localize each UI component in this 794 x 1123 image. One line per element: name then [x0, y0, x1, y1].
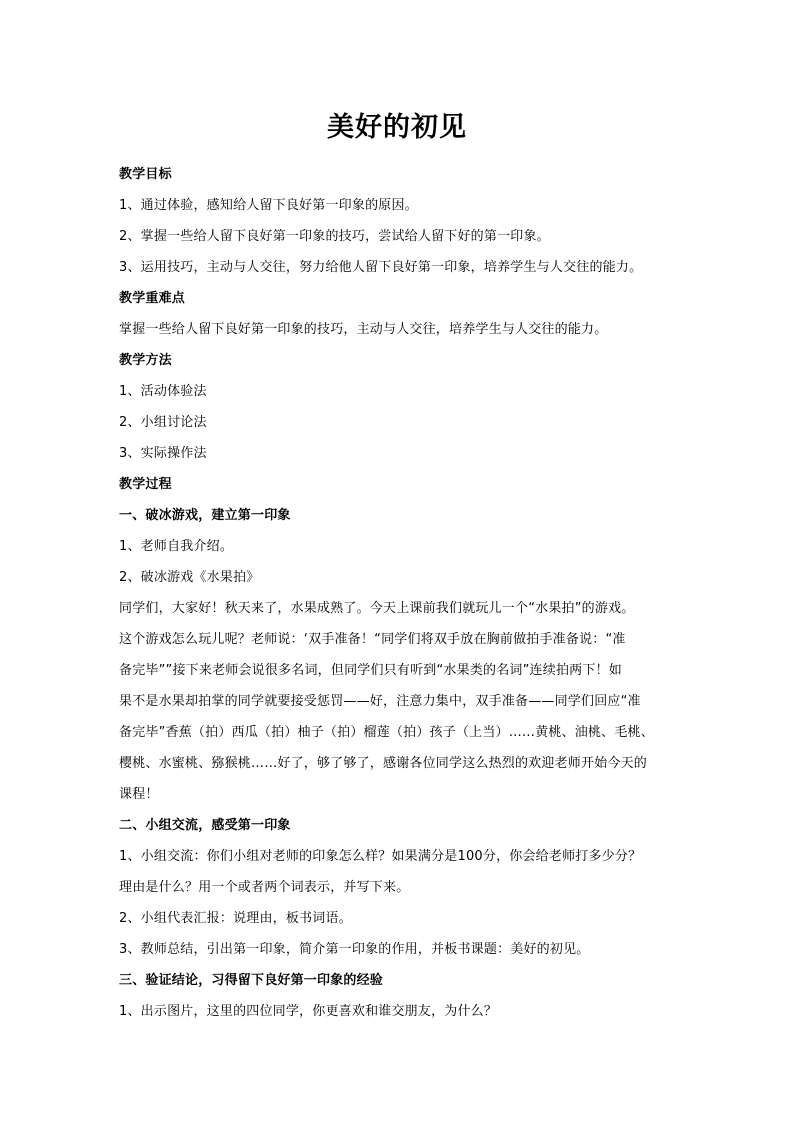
heading-teaching-methods: 教学方法 — [119, 353, 172, 368]
goal-item-2: 2、掌握一些给人留下良好第一印象的技巧，尝试给人留下好的第一印象。 — [119, 229, 550, 244]
key-points-text: 掌握一些给人留下良好第一印象的技巧，主动与人交往，培养学生与人交往的能力。 — [119, 322, 608, 337]
game-paragraph-line: 樱桃、水蜜桃、猕猴桃……好了，够了够了，感谢各位同学这么热烈的欢迎老师开始今天的 — [119, 756, 648, 771]
document-body — [119, 159, 679, 1027]
goal-item-1: 1、通过体验，感知给人留下良好第一印象的原因。 — [119, 198, 418, 213]
game-paragraph-line: 备完毕”香蕉（拍）西瓜（拍）柚子（拍）榴莲（拍）孩子（上当）……黄桃、油桃、毛桃、 — [119, 725, 654, 740]
section-3-item-1: 1、出示图片，这里的四位同学，你更喜欢和谁交朋友，为什么？ — [119, 1004, 498, 1019]
game-paragraph-line: 这个游戏怎么玩儿呢？老师说：‘双手准备！“同学们将双手放在胸前做拍手准备说：“准 — [119, 632, 626, 647]
section-2-item-1: 1、小组交流：你们小组对老师的印象怎么样？如果满分是100分，你会给老师打多少分？ — [119, 849, 642, 864]
section-1-item-2: 2、破冰游戏《水果拍》 — [119, 570, 260, 585]
goal-item-3: 3、运用技巧，主动与人交往，努力给他人留下良好第一印象，培养学生与人交往的能力。 — [119, 260, 643, 275]
section-1-item-1: 1、老师自我介绍。 — [119, 539, 234, 554]
game-paragraph-line: 备完毕””接下来老师会说很多名词，但同学们只有听到“水果类的名词”连续拍两下！如 — [119, 663, 622, 678]
section-2-item-3: 3、教师总结，引出第一印象，简介第一印象的作用，并板书课题：美好的初见。 — [119, 942, 590, 957]
heading-teaching-goals: 教学目标 — [119, 167, 172, 182]
section-3-heading: 三、验证结论，习得留下良好第一印象的经验 — [119, 973, 384, 988]
document-title: 美好的初见 — [327, 112, 467, 143]
method-item-3: 3、实际操作法 — [119, 446, 207, 461]
section-2-item-1-cont: 理由是什么？用一个或者两个词表示，并写下来。 — [119, 880, 410, 895]
method-item-2: 2、小组讨论法 — [119, 415, 207, 430]
section-2-item-2: 2、小组代表汇报：说理由，板书词语。 — [119, 911, 352, 926]
section-2-heading: 二、小组交流，感受第一印象 — [119, 818, 291, 833]
heading-key-points: 教学重难点 — [119, 291, 186, 306]
section-1-heading: 一、破冰游戏，建立第一印象 — [119, 508, 291, 523]
game-paragraph-line: 果不是水果却拍掌的同学就要接受惩罚——好，注意力集中，双手准备——同学们回应“准 — [119, 694, 641, 709]
game-paragraph-line: 同学们，大家好！秋天来了，水果成熟了。今天上课前我们就玩儿一个“水果拍”的游戏。 — [119, 601, 635, 616]
heading-teaching-process: 教学过程 — [119, 477, 172, 492]
method-item-1: 1、活动体验法 — [119, 384, 207, 399]
game-paragraph-line: 课程！ — [119, 787, 159, 802]
